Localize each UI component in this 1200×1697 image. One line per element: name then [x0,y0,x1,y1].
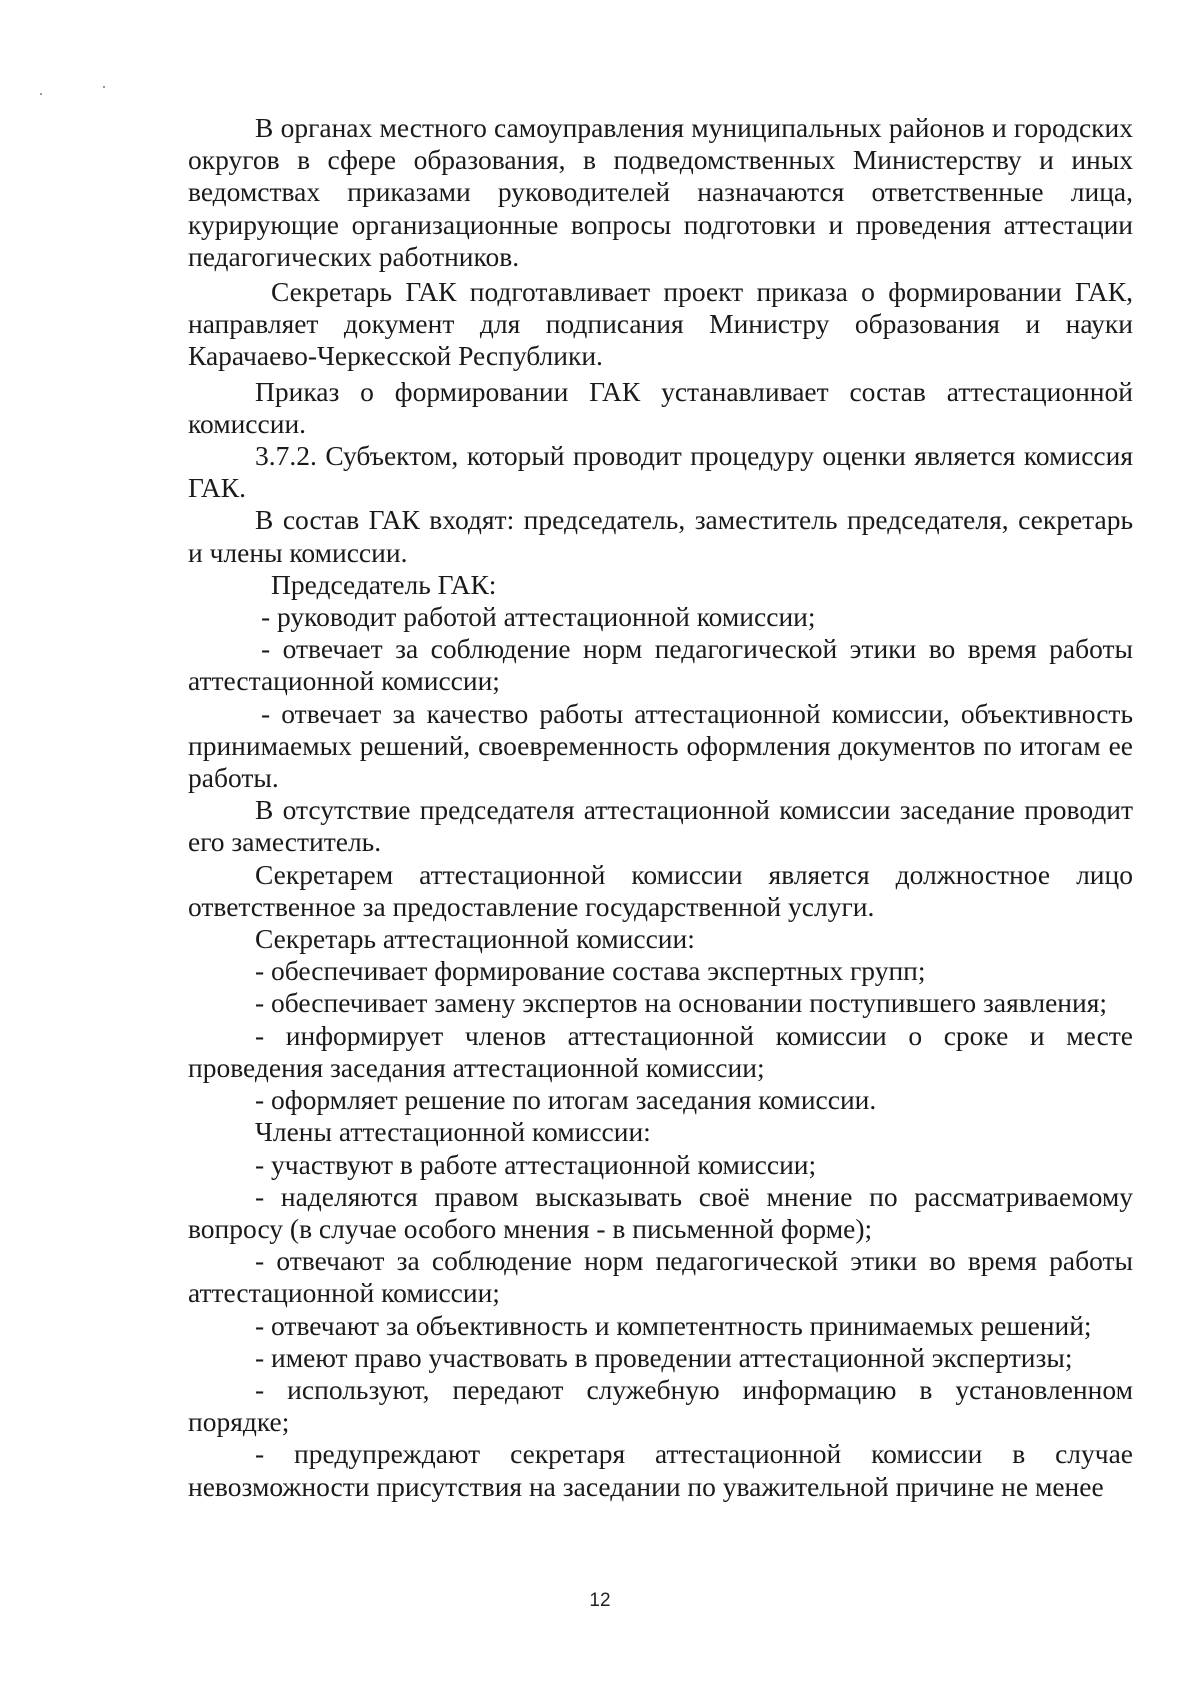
paragraph: 3.7.2. Субъектом, который проводит процедуру оценки является комиссия ГАК. [188,440,1133,504]
list-item: - имеют право участвовать в проведении аттестационной экспертизы; [255,1341,1073,1373]
list-item: - руководит работой аттестационной комиссии; [261,601,816,633]
list-item: - обеспечивает замену экспертов на основании поступившего заявления; [255,987,1108,1019]
list-item: - отвечает за качество работы аттестационной комиссии, объективность принимаемых решений, своевременность оформления документов по итогам ее работы. [188,697,1133,794]
list-item: - используют, передают служебную информацию в установленном порядке; [188,1373,1133,1438]
scan-speck [40,93,42,95]
scan-speck [103,86,105,88]
document-body [188,112,1133,1503]
paragraph: Приказ о формировании ГАК устанавливает состав аттестационной комиссии. [188,375,1133,439]
list-item: - отвечают за объективность и компетентность принимаемых решений; [255,1309,1092,1341]
list-item: - наделяются правом высказывать своё мнение по рассматриваемому вопросу (в случае особого мнения - в письменной форме); [188,1180,1133,1244]
paragraph: В отсутствие председателя аттестационной комиссии заседание проводит его заместитель. [188,794,1133,858]
list-item: - отвечают за соблюдение норм педагогической этики во время работы аттестационной комиссии; [188,1245,1133,1309]
paragraph: Секретарь ГАК подготавливает проект приказа о формировании ГАК, направляет документ для подписания Министру образования и науки Карачаево-Черкесской Республики. [188,276,1133,372]
list-item: - обеспечивает формирование состава экспертных групп; [255,955,926,987]
list-item: - информирует членов аттестационной комиссии о сроке и месте проведения заседания аттестационной комиссии; [188,1019,1133,1083]
list-item: - участвуют в работе аттестационной комиссии; [255,1148,817,1180]
page-number: 12 [589,1590,611,1611]
list-item: - оформляет решение по итогам заседания комиссии. [255,1084,877,1116]
paragraph: Члены аттестационной комиссии: [255,1116,651,1148]
paragraph: В органах местного самоуправления муниципальных районов и городских округов в сфере образования, в подведомственных Министерству и иных ведомствах приказами руководителей назначаются ответственные лица, курирующие организационные вопросы подготовки и проведения аттестации педагогических работников. [188,112,1133,272]
paragraph: В состав ГАК входят: председатель, заместитель председателя, секретарь и члены комиссии. [188,504,1133,568]
paragraph: Председатель ГАК: [271,568,497,600]
paragraph: Секретарь аттестационной комиссии: [255,923,695,955]
paragraph: Секретарем аттестационной комиссии является должностное лицо ответственное за предоставление государственной услуги. [188,858,1133,922]
list-item: - предупреждают секретаря аттестационной комиссии в случае невозможности присутствия на заседании по уважительной причине не менее [188,1438,1133,1502]
list-item: - отвечает за соблюдение норм педагогической этики во время работы аттестационной комиссии; [188,633,1133,697]
